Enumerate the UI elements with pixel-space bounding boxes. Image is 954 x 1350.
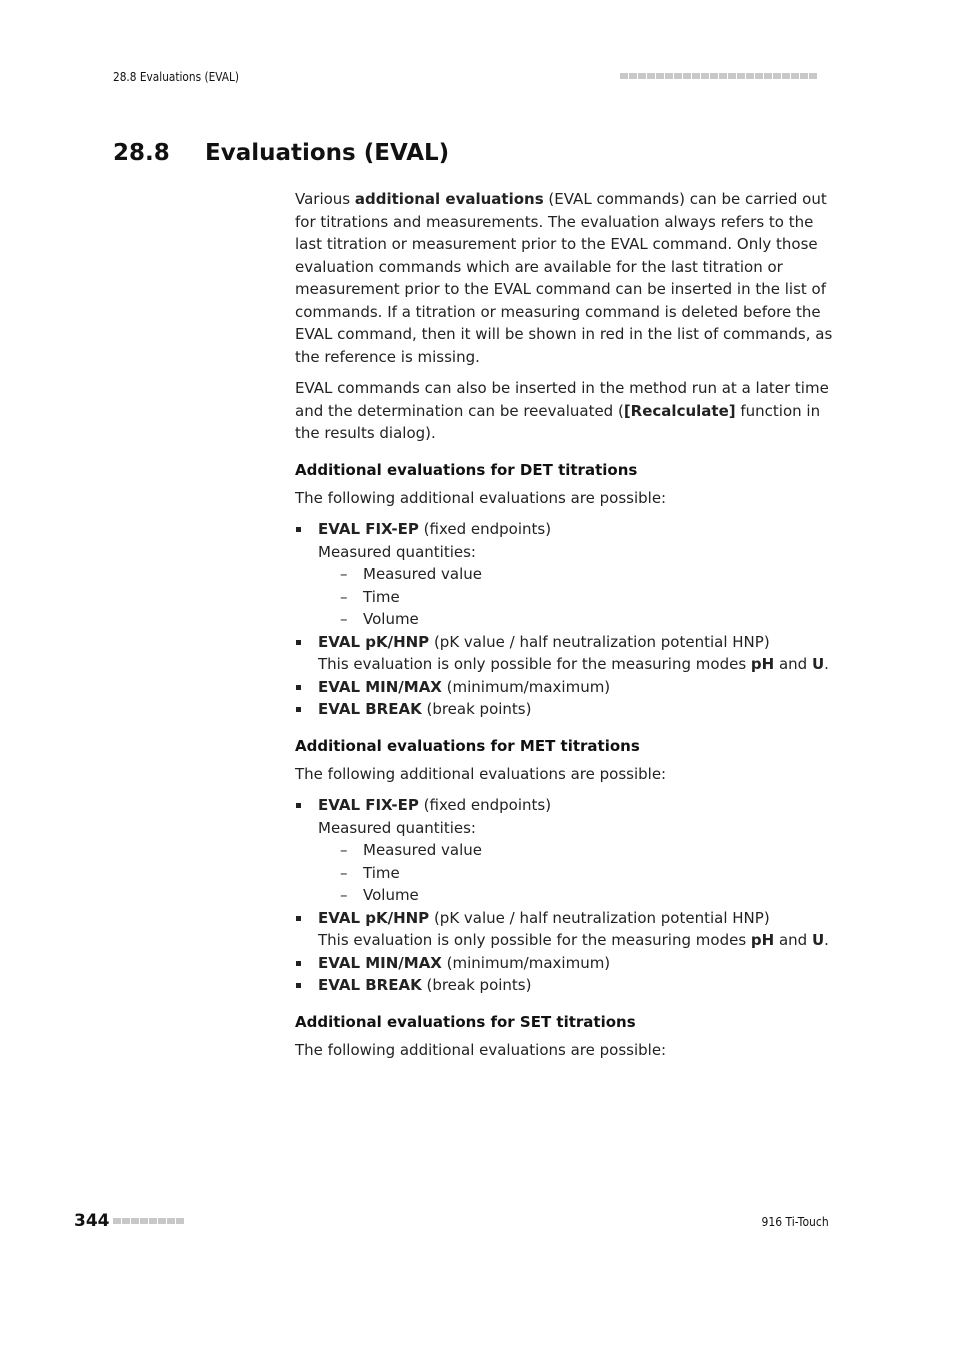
sub-label: Measured quantities: <box>318 542 476 561</box>
list-item <box>295 794 835 907</box>
bold-term: pH <box>750 655 775 673</box>
command-name: EVAL MIN/MAX <box>318 953 442 972</box>
command-note <box>318 929 835 952</box>
bold-term: pH <box>750 931 775 949</box>
evaluation-list-det <box>295 518 835 721</box>
text-run: (EVAL commands) can be carried out for titrations and measurements. The evaluation always refers to the last titration or measurement prior to the EVAL command. Only those evaluation commands which are available for the last titration or measurement prior to the EVAL command can be inserted in the list of commands. If a titration or measuring command is deleted before the EVAL command, then it will be shown in red in the list of commands, as the reference is missing. <box>295 190 833 366</box>
bold-term: additional evaluations <box>354 190 544 208</box>
list-item <box>295 676 835 699</box>
command-name: EVAL BREAK <box>318 976 422 994</box>
intro-paragraph-2 <box>295 377 835 445</box>
running-header-section: 28.8 Evaluations (EVAL) <box>113 70 240 84</box>
text-run: Various <box>295 190 355 208</box>
main-content <box>295 188 835 1070</box>
list-item <box>295 698 835 721</box>
command-desc: (pK value / half neutralization potential HNP) <box>429 632 770 651</box>
footer-product-name: 916 Ti-Touch <box>761 1215 829 1229</box>
list-item: – Volume <box>340 884 835 907</box>
list-item <box>295 518 835 631</box>
command-note <box>318 653 835 676</box>
sub-label: Measured quantities: <box>318 818 476 837</box>
section-title: Evaluations (EVAL) <box>205 140 450 166</box>
list-item <box>295 952 835 975</box>
subheading-met: Additional evaluations for MET titrations <box>295 736 640 755</box>
list-item: – Time <box>340 586 835 609</box>
list-item <box>295 631 835 676</box>
text-run: . <box>824 931 829 949</box>
header-decoration-squares <box>620 73 817 79</box>
text-run: . <box>824 655 829 673</box>
list-item <box>295 974 835 997</box>
bold-term: U <box>811 655 825 673</box>
command-name: EVAL pK/HNP <box>318 908 430 927</box>
text-run: and <box>774 931 812 949</box>
subheading-set: Additional evaluations for SET titrations <box>295 1012 636 1031</box>
command-desc: (pK value / half neutralization potential HNP) <box>429 908 770 927</box>
command-desc: (fixed endpoints) <box>418 796 552 814</box>
command-desc: (break points) <box>421 976 532 994</box>
text-run: This evaluation is only possible for the measuring modes <box>318 931 751 949</box>
text-run: and <box>774 655 812 673</box>
page-number: 344 <box>74 1211 110 1231</box>
subheading-det: Additional evaluations for DET titrations <box>295 460 638 479</box>
text-run: function in the results dialog). <box>295 401 821 442</box>
recalculate-button-ref: [Recalculate] <box>623 401 736 420</box>
evaluation-list-met <box>295 794 835 997</box>
list-intro-met: The following additional evaluations are possible: <box>295 764 667 783</box>
list-item: – Time <box>340 862 835 885</box>
command-name: EVAL pK/HNP <box>318 632 430 651</box>
list-intro-set: The following additional evaluations are possible: <box>295 1040 667 1059</box>
text-run: This evaluation is only possible for the measuring modes <box>318 655 751 673</box>
command-name: EVAL MIN/MAX <box>318 677 442 696</box>
intro-paragraph-1 <box>295 188 835 368</box>
list-intro-det: The following additional evaluations are possible: <box>295 488 667 507</box>
list-item: – Volume <box>340 608 835 631</box>
bold-term: U <box>811 931 825 949</box>
text-run: EVAL commands can also be inserted in the method run at a later time and the determination can be reevaluated ( <box>295 379 829 420</box>
command-desc: (break points) <box>421 700 532 718</box>
footer-decoration-squares <box>113 1218 184 1224</box>
command-desc: (fixed endpoints) <box>418 520 552 538</box>
list-item <box>295 907 835 952</box>
section-number: 28.8 <box>113 140 170 166</box>
command-desc: (minimum/maximum) <box>441 953 611 972</box>
list-item: – Measured value <box>340 839 835 862</box>
command-desc: (minimum/maximum) <box>441 677 611 696</box>
quantity-list <box>318 563 835 631</box>
command-name: EVAL BREAK <box>318 700 422 718</box>
quantity-list <box>318 839 835 907</box>
command-name: EVAL FIX-EP <box>318 796 419 814</box>
section-heading <box>113 140 449 166</box>
command-name: EVAL FIX-EP <box>318 520 419 538</box>
list-item: – Measured value <box>340 563 835 586</box>
